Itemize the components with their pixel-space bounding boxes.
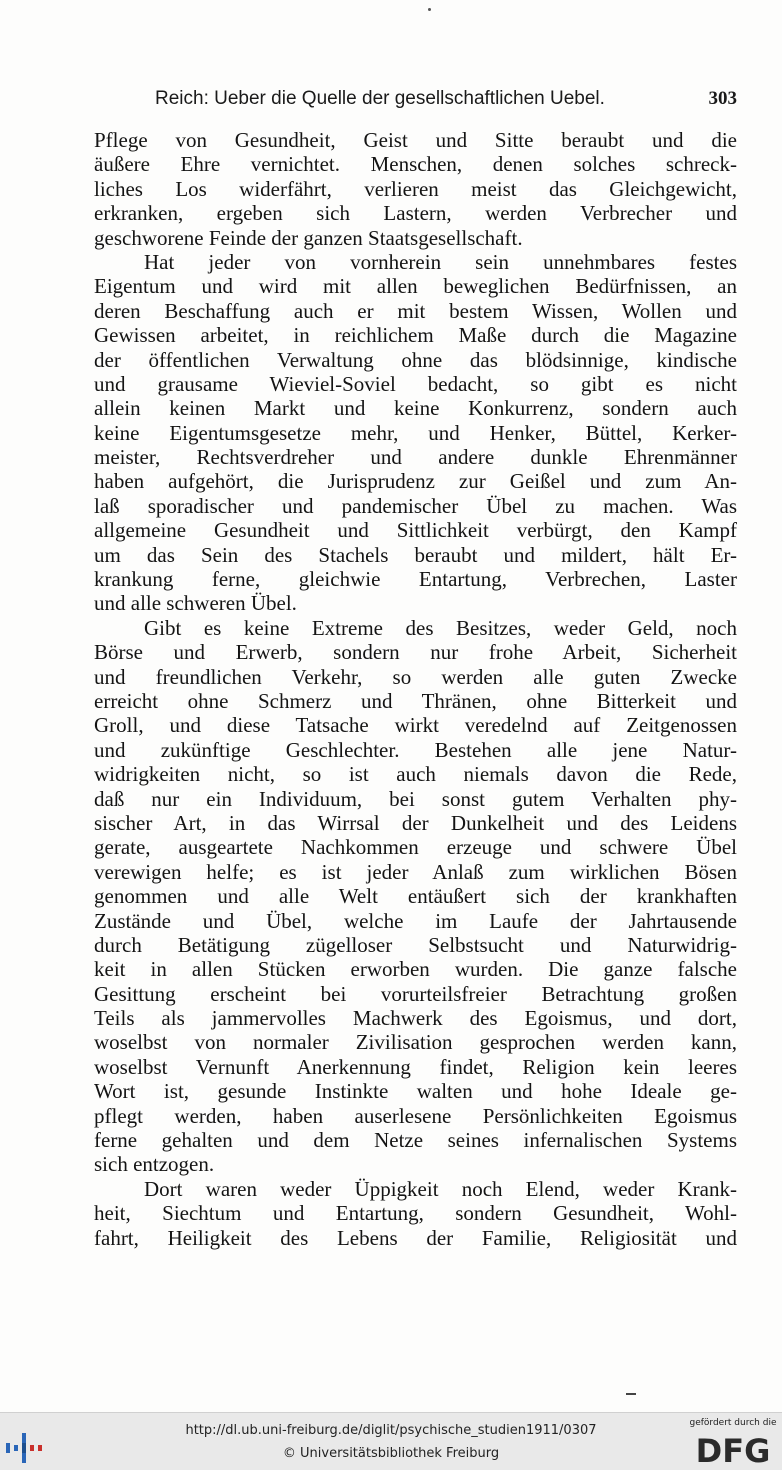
- text-line: Eigentum und wird mit allen beweglichen Bedürfnissen, an: [94, 274, 737, 299]
- dfg-logo-text: DFG: [695, 1432, 771, 1466]
- text-line: liches Los widerfährt, verlieren meist das Gleichgewicht,: [94, 176, 737, 201]
- body-text: [94, 128, 737, 1250]
- text-line: Gesittung erscheint bei vorurteilsfreier Betrachtung großen: [94, 981, 737, 1006]
- text-line: daß nur ein Individuum, bei sonst gutem Verhalten phy-: [94, 786, 737, 811]
- text-line: um das Sein des Stachels beraubt und mildert, hält Er-: [94, 542, 737, 567]
- text-line: allein keinen Markt und keine Konkurrenz, sondern auch: [94, 396, 737, 421]
- text-line: sischer Art, in das Wirrsal der Dunkelheit und des Leidens: [94, 810, 737, 835]
- text-line: verewigen helfe; es ist jeder Anlaß zum wirklichen Bösen: [94, 859, 737, 884]
- text-line: Dort waren weder Üppigkeit noch Elend, weder Krank-: [144, 1176, 737, 1201]
- scan-speck: [428, 8, 431, 11]
- text-line: woselbst Vernunft Anerkennung findet, Religion kein leeres: [94, 1054, 737, 1079]
- text-line: pflegt werden, haben auserlesene Persönlichkeiten Egoismus: [94, 1103, 737, 1128]
- text-line: äußere Ehre vernichtet. Menschen, denen solches schreck-: [94, 152, 737, 177]
- text-line: Gewissen arbeitet, in reichlichem Maße durch die Magazine: [94, 323, 737, 348]
- text-line: und zukünftige Geschlechter. Bestehen alle jene Natur-: [94, 737, 737, 762]
- text-line: Groll, und diese Tatsache wirkt veredelnd auf Zeitgenossen: [94, 713, 737, 738]
- text-line: Zustände und Übel, welche im Laufe der Jahrtausende: [94, 908, 737, 933]
- dfg-funding-badge[interactable]: [688, 1418, 778, 1468]
- dfg-caption: gefördert durch die: [689, 1418, 777, 1428]
- text-line: keine Eigentumsgesetze mehr, und Henker, Büttel, Kerker-: [94, 420, 737, 445]
- running-title: Reich: Ueber die Quelle der gesellschaftlichen Uebel.: [155, 88, 605, 109]
- text-line: der öffentlichen Verwaltung ohne das blödsinnige, kindische: [94, 347, 737, 372]
- text-line: gerate, ausgeartete Nachkommen erzeuge und schwere Übel: [94, 835, 737, 860]
- text-line: Gibt es keine Extreme des Besitzes, weder Geld, noch: [144, 615, 737, 640]
- text-line: Börse und Erwerb, sondern nur frohe Arbeit, Sicherheit: [94, 640, 737, 665]
- text-line: krankung ferne, gleichwie Entartung, Verbrechen, Laster: [94, 567, 737, 592]
- text-line: und grausame Wieviel-Soviel bedacht, so gibt es nicht: [94, 371, 737, 396]
- text-line: widrigkeiten nicht, so ist auch niemals davon die Rede,: [94, 762, 737, 787]
- text-line: genommen und alle Welt entäußert sich der krankhaften: [94, 884, 737, 909]
- text-line: woselbst von normaler Zivilisation gesprochen werden kann,: [94, 1030, 737, 1055]
- text-line: und freundlichen Verkehr, so werden alle guten Zwecke: [94, 664, 737, 689]
- text-line: keit in allen Stücken erworben wurden. Die ganze falsche: [94, 957, 737, 982]
- text-line: Pflege von Gesundheit, Geist und Sitte beraubt und die: [94, 128, 737, 152]
- text-line: erreicht ohne Schmerz und Thränen, ohne Bitterkeit und: [94, 688, 737, 713]
- text-line: laß sporadischer und pandemischer Übel zu machen. Was: [94, 493, 737, 518]
- text-line: meister, Rechtsverdreher und andere dunkle Ehrenmänner: [94, 445, 737, 470]
- dfg-logo-icon: [692, 1432, 774, 1466]
- text-line: fahrt, Heiligkeit des Lebens der Familie, Religiosität und: [94, 1225, 737, 1250]
- text-line: deren Beschaffung auch er mit bestem Wissen, Wollen und: [94, 298, 737, 323]
- text-line: heit, Siechtum und Entartung, sondern Gesundheit, Wohl-: [94, 1201, 737, 1226]
- text-line: und alle schweren Übel.: [94, 591, 297, 616]
- text-line: Hat jeder von vornherein sein unnehmbares festes: [144, 249, 737, 274]
- permalink[interactable]: http://dl.ub.uni-freiburg.de/diglit/psychische_studien1911/0307: [185, 1423, 597, 1438]
- page-number: 303: [708, 88, 737, 109]
- text-line: ferne gehalten und dem Netze seines infernalischen Systems: [94, 1128, 737, 1153]
- text-line: haben aufgehört, die Jurisprudenz zur Geißel und zum An-: [94, 469, 737, 494]
- text-line: durch Betätigung zügelloser Selbstsucht und Naturwidrig-: [94, 932, 737, 957]
- text-line: geschworene Feinde der ganzen Staatsgesellschaft.: [94, 225, 523, 250]
- viewer-footer: [0, 1412, 782, 1470]
- text-line: allgemeine Gesundheit und Sittlichkeit verbürgt, den Kampf: [94, 518, 737, 543]
- text-line: Teils als jammervolles Machwerk des Egoismus, und dort,: [94, 1006, 737, 1031]
- text-line: Wort ist, gesunde Instinkte walten und hohe Ideale ge-: [94, 1079, 737, 1104]
- page-header: [155, 86, 737, 112]
- scan-mark: [626, 1393, 636, 1395]
- copyright-notice: © Universitätsbibliothek Freiburg: [282, 1446, 500, 1461]
- text-line: erkranken, ergeben sich Lastern, werden Verbrecher und: [94, 201, 737, 226]
- text-line: sich entzogen.: [94, 1152, 215, 1177]
